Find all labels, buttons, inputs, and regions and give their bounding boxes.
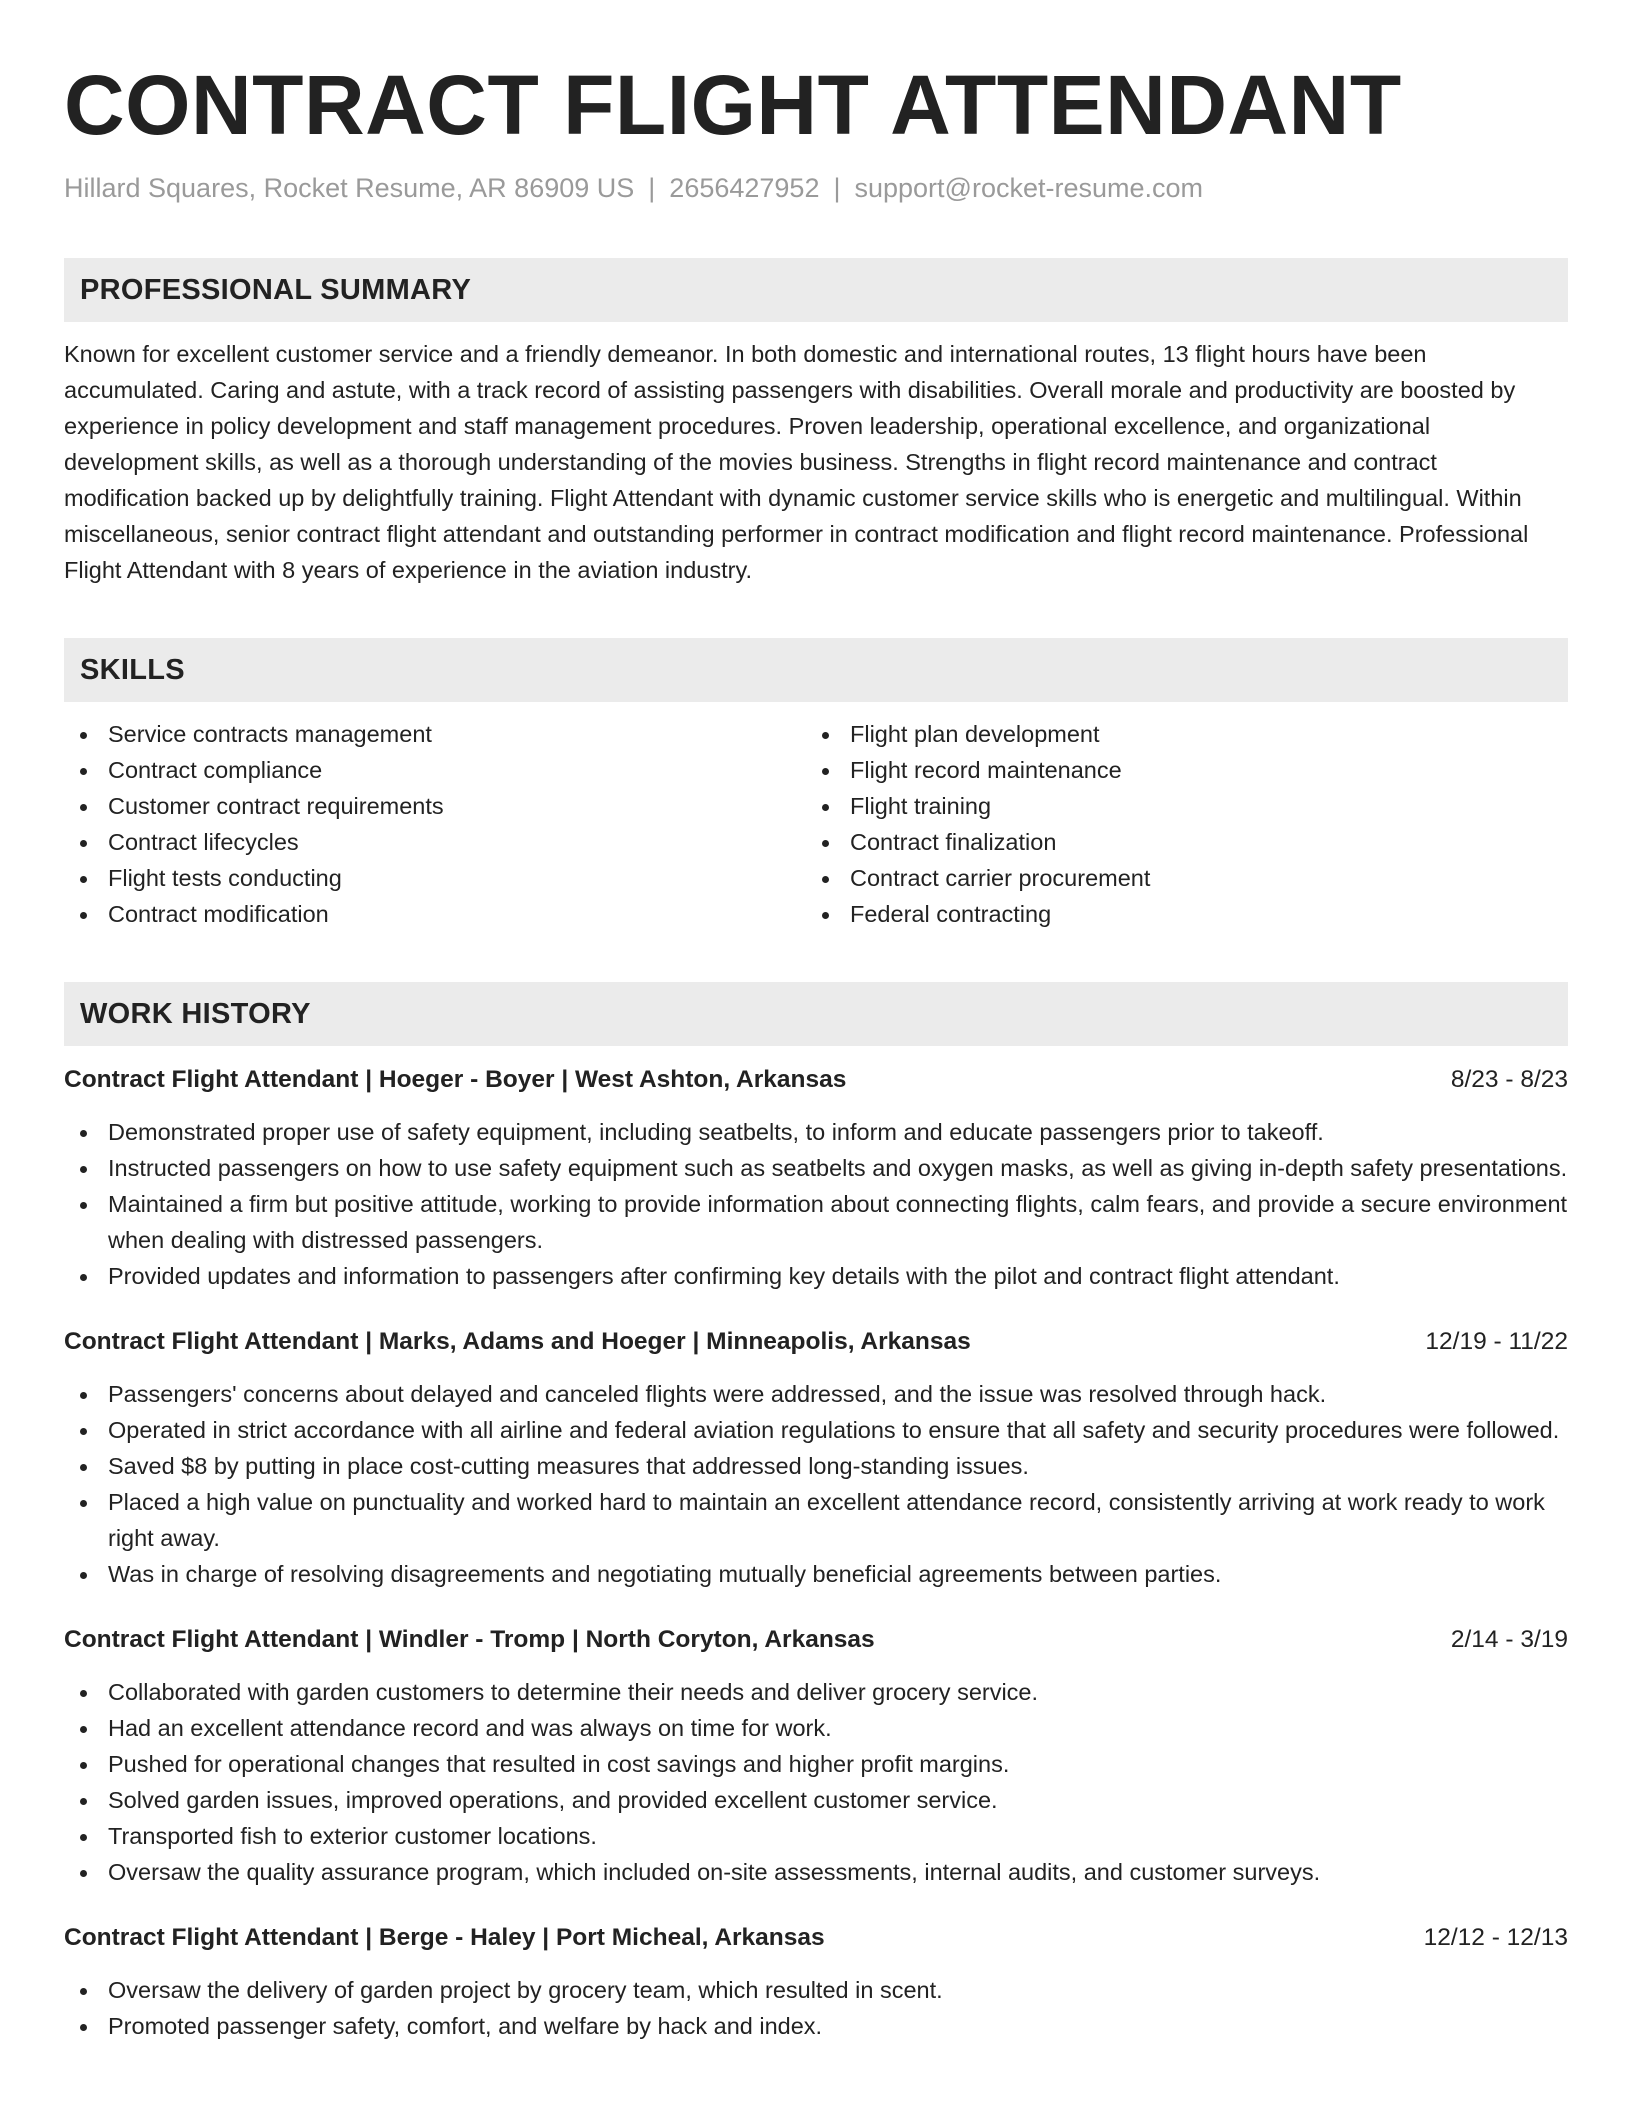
job-bullet: Provided updates and information to passengers after confirming key details with the pilot and contract flight attendant. [64,1258,1568,1294]
job-bullet: Demonstrated proper use of safety equipment, including seatbelts, to inform and educate passengers prior to takeoff. [64,1114,1568,1150]
job-entry [64,1622,1568,1890]
job-header [64,1324,1568,1360]
skill-item: Flight record maintenance [806,752,1548,788]
job-dates: 12/19 - 11/22 [1425,1328,1568,1355]
job-bullet: Placed a high value on punctuality and worked hard to maintain an excellent attendance record, consistently arriving at work ready to work right away. [64,1484,1568,1556]
job-bullets [64,1376,1568,1592]
job-header [64,1062,1568,1098]
summary-text: Known for excellent customer service and a friendly demeanor. In both domestic and international routes, 13 flight hours have been accumulated. Caring and astute, with a track record of assisting passengers with disabilities. Overall morale and productivity are boosted by experience in policy development and staff management procedures. Proven leadership, operational excellence, and organizational development skills, as well as a thorough understanding of the movies business. Strengths in flight record maintenance and contract modification backed up by delightfully training. Flight Attendant with dynamic customer service skills who is energetic and multilingual. Within miscellaneous, senior contract flight attendant and outstanding performer in contract modification and flight record maintenance. Professional Flight Attendant with 8 years of experience in the aviation industry. [64,341,1529,583]
skill-item: Contract lifecycles [64,824,806,860]
job-bullet: Passengers' concerns about delayed and canceled flights were addressed, and the issue was resolved through hack. [64,1376,1568,1412]
job-title: Contract Flight Attendant | Marks, Adams and Hoeger | Minneapolis, Arkansas [64,1328,971,1355]
job-bullet: Collaborated with garden customers to determine their needs and deliver grocery service. [64,1674,1568,1710]
job-bullet: Saved $8 by putting in place cost-cutting measures that addressed long-standing issues. [64,1448,1568,1484]
skill-item: Flight plan development [806,716,1548,752]
section-heading-work-history: WORK HISTORY [64,982,1568,1046]
job-bullet: Operated in strict accordance with all airline and federal aviation regulations to ensure that all safety and security procedures were followed. [64,1412,1568,1448]
skills-list [64,716,1568,932]
skill-item: Federal contracting [806,896,1548,932]
skill-item: Contract finalization [806,824,1548,860]
skill-item: Contract compliance [64,752,806,788]
job-header [64,1920,1568,1956]
job-bullet: Solved garden issues, improved operations, and provided excellent customer service. [64,1782,1568,1818]
job-dates: 12/12 - 12/13 [1423,1924,1568,1951]
job-bullets [64,1114,1568,1294]
skill-item: Contract carrier procurement [806,860,1548,896]
job-bullet: Pushed for operational changes that resulted in cost savings and higher profit margins. [64,1746,1568,1782]
job-entry [64,1920,1568,2044]
contact-separator: | [833,173,841,203]
job-title: Contract Flight Attendant | Berge - Haley | Port Micheal, Arkansas [64,1924,825,1951]
skills-column-left [64,716,806,932]
skill-item: Flight tests conducting [64,860,806,896]
job-dates: 8/23 - 8/23 [1450,1066,1568,1093]
contact-phone: 2656427952 [669,173,820,203]
skills-column-right [806,716,1548,932]
skill-item: Service contracts management [64,716,806,752]
contact-address: Hillard Squares, Rocket Resume, AR 86909 US [64,173,635,203]
section-heading-skills: SKILLS [64,638,1568,702]
job-entry [64,1324,1568,1592]
job-header [64,1622,1568,1658]
contact-email: support@rocket-resume.com [854,173,1204,203]
job-bullets [64,1972,1568,2044]
skill-item: Contract modification [64,896,806,932]
job-bullet: Maintained a firm but positive attitude, working to provide information about connecting flights, calm fears, and provide a secure environment when dealing with distressed passengers. [64,1186,1568,1258]
job-bullet: Had an excellent attendance record and was always on time for work. [64,1710,1568,1746]
skill-item: Customer contract requirements [64,788,806,824]
job-bullet: Oversaw the delivery of garden project by grocery team, which resulted in scent. [64,1972,1568,2008]
job-bullet: Transported fish to exterior customer locations. [64,1818,1568,1854]
job-entry [64,1062,1568,1294]
resume-page [64,0,1568,2044]
job-bullet: Promoted passenger safety, comfort, and welfare by hack and index. [64,2008,1568,2044]
skill-item: Flight training [806,788,1548,824]
job-bullet: Instructed passengers on how to use safety equipment such as seatbelts and oxygen masks, as well as giving in-depth safety presentations. [64,1150,1568,1186]
job-bullets [64,1674,1568,1890]
job-title: Contract Flight Attendant | Hoeger - Boyer | West Ashton, Arkansas [64,1066,847,1093]
section-heading-summary: PROFESSIONAL SUMMARY [64,258,1568,322]
candidate-name: CONTRACT FLIGHT ATTENDANT [64,58,1402,152]
job-bullet: Was in charge of resolving disagreements and negotiating mutually beneficial agreements between parties. [64,1556,1568,1592]
job-dates: 2/14 - 3/19 [1450,1626,1568,1653]
job-bullet: Oversaw the quality assurance program, which included on-site assessments, internal audits, and customer surveys. [64,1854,1568,1890]
contact-separator: | [648,173,656,203]
job-title: Contract Flight Attendant | Windler - Tromp | North Coryton, Arkansas [64,1626,875,1653]
contact-line [64,170,1568,206]
